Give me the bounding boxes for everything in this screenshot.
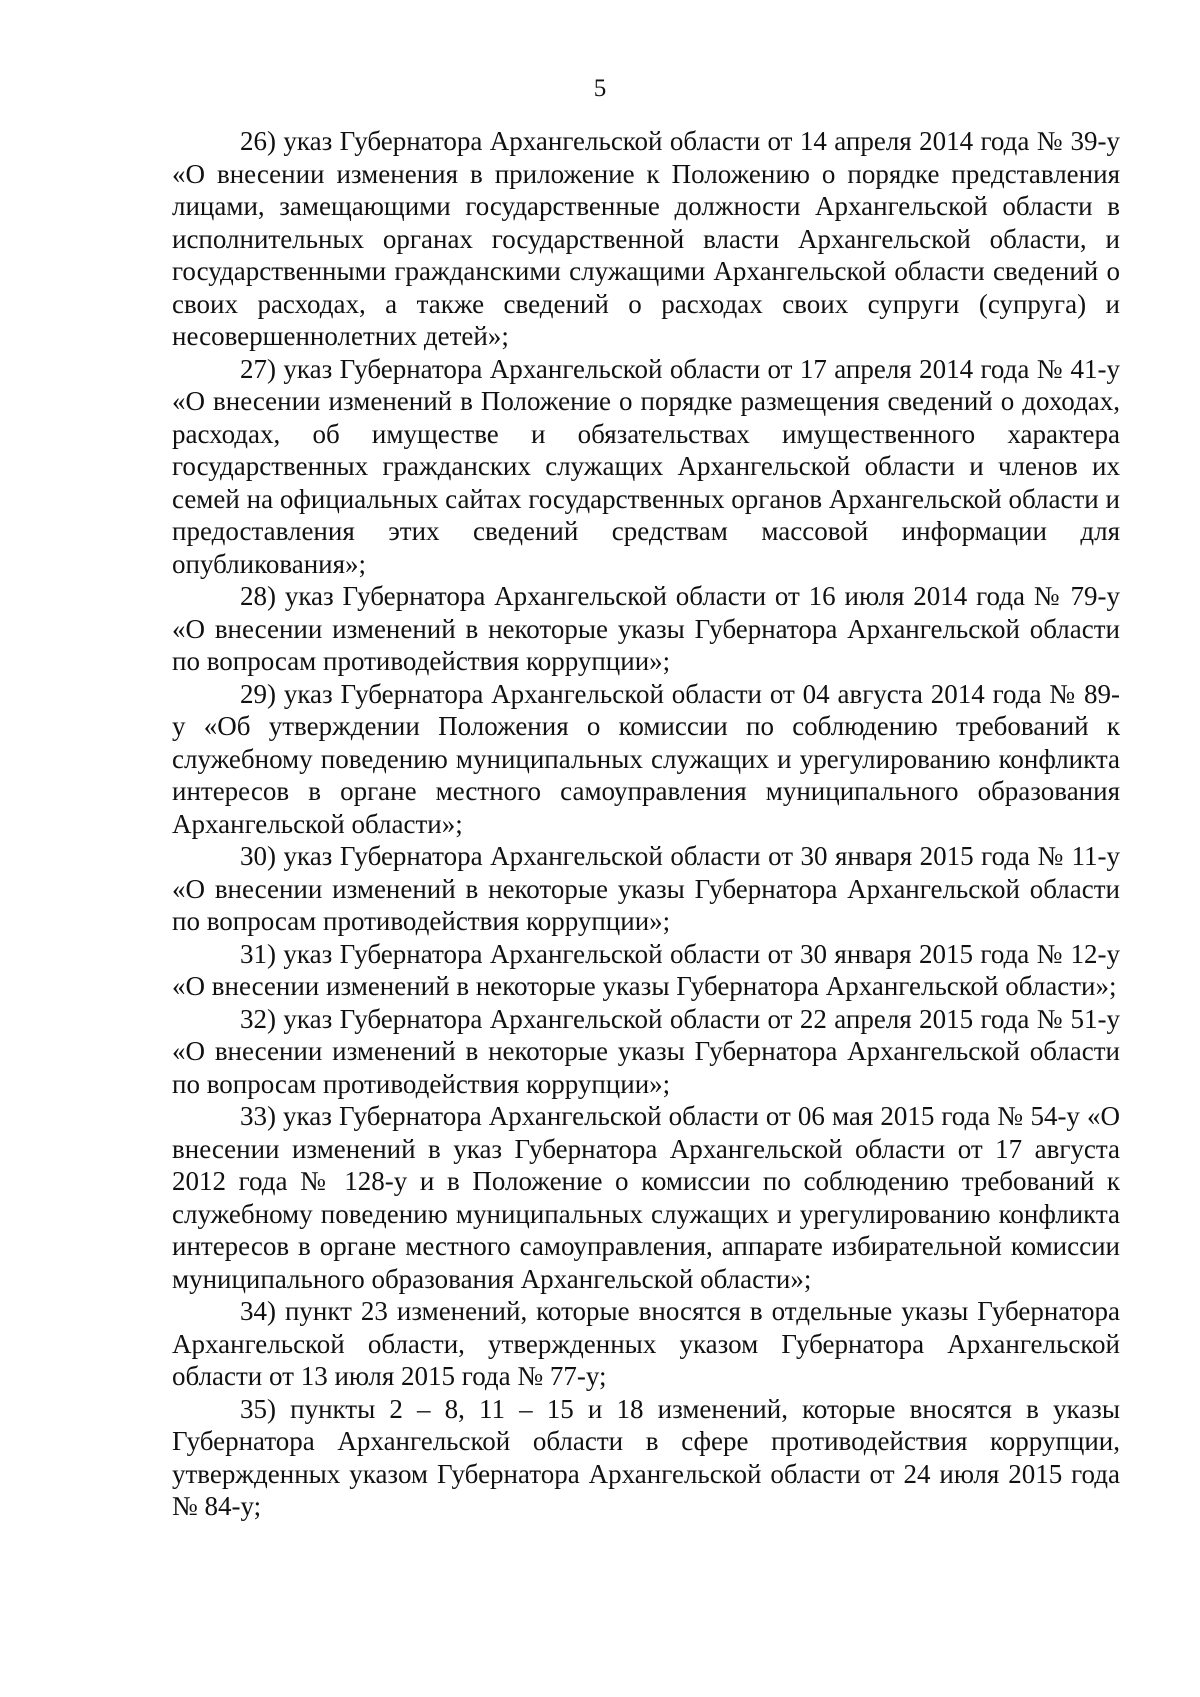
list-item-35: 35) пункты 2 – 8, 11 – 15 и 18 изменений, которые вносятся в указы Губернатора Архангельской области в сфере противодействия коррупции, утвержденных указом Губернатора Архангельской области от 24 июля 2015 года № 84-у; <box>172 1393 1120 1521</box>
document-body <box>172 125 1120 1523</box>
list-item-28: 28) указ Губернатора Архангельской области от 16 июля 2014 года № 79-у «О внесении изменений в некоторые указы Губернатора Архангельской области по вопросам противодействия коррупции»; <box>172 581 1120 676</box>
list-item-30: 30) указ Губернатора Архангельской области от 30 января 2015 года № 11-у «О внесении изменений в некоторые указы Губернатора Архангельской области по вопросам противодействия коррупции»; <box>172 841 1120 936</box>
list-item-34: 34) пункт 23 изменений, которые вносятся в отдельные указы Губернатора Архангельской области, утвержденных указом Губернатора Архангельской области от 13 июля 2015 года № 77-у; <box>172 1296 1120 1391</box>
list-item-26: 26) указ Губернатора Архангельской области от 14 апреля 2014 года № 39-у «О внесении изменения в приложение к Положению о порядке представления лицами, замещающими государственные должности Архангельской области в исполнительных органах государственной власти Архангельской области, и государственными гражданскими служащими Архангельской области сведений о своих расходах, а также сведений о расходах своих супруги (супруга) и несовершеннолетних детей»; <box>172 126 1120 351</box>
list-item-31: 31) указ Губернатора Архангельской области от 30 января 2015 года № 12-у «О внесении изменений в некоторые указы Губернатора Архангельской области»; <box>172 938 1120 1001</box>
list-item-32: 32) указ Губернатора Архангельской области от 22 апреля 2015 года № 51-у «О внесении изменений в некоторые указы Губернатора Архангельской области по вопросам противодействия коррупции»; <box>172 1003 1120 1099</box>
list-item-29: 29) указ Губернатора Архангельской области от 04 августа 2014 года № 89-у «Об утверждении Положения о комиссии по соблюдению требований к служебному поведению муниципальных служащих и урегулированию конфликта интересов в органе местного самоуправления муниципального образования Архангельской области»; <box>172 678 1120 839</box>
page-number: 5 <box>593 75 607 102</box>
list-item-33: 33) указ Губернатора Архангельской области от 06 мая 2015 года № 54-у «О внесении изменений в указ Губернатора Архангельской области от 17 августа 2012 года № 128-у и в Положение о комиссии по соблюдению требований к служебному поведению муниципальных служащих и урегулированию конфликта интересов в органе местного самоуправления, аппарате избирательной комиссии муниципального образования Архангельской области»; <box>172 1101 1120 1294</box>
list-item-27: 27) указ Губернатора Архангельской области от 17 апреля 2014 года № 41-у «О внесении изменений в Положение о порядке размещения сведений о доходах, расходах, об имуществе и обязательствах имущественного характера государственных гражданских служащих Архангельской области и членов их семей на официальных сайтах государственных органов Архангельской области и предоставления этих сведений средствам массовой информации для опубликования»; <box>172 353 1120 579</box>
